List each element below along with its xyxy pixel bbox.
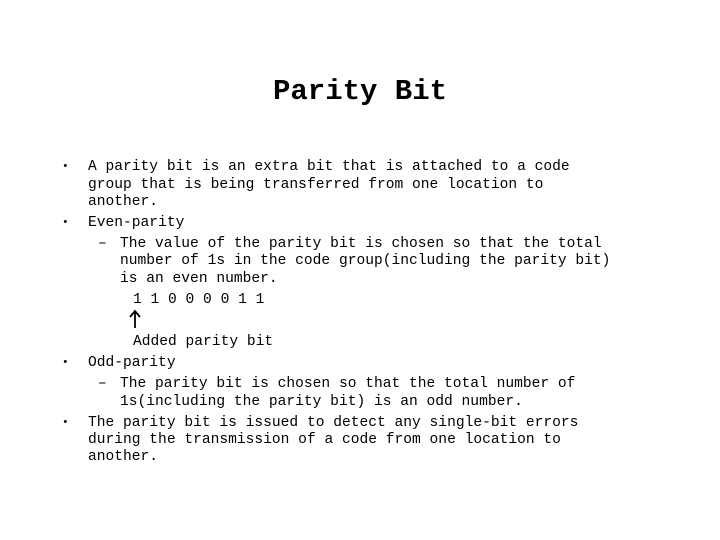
bullet-4-line-1: The parity bit is issued to detect any single-bit errors [88,415,579,431]
bullet-4-line-3: another. [88,449,159,465]
up-arrow-icon [128,309,142,329]
bullet-2-sub-line-1: The value of the parity bit is chosen so that the total [120,236,602,252]
sub-dash-marker: – [98,236,107,252]
bullet-2-sub-line-3: is an even number. [120,271,278,287]
bullet-3-sub-line-1: The parity bit is chosen so that the total number of [120,376,576,392]
bullet-marker: • [62,357,69,369]
bullet-1-line-3: another. [88,194,159,210]
bullet-3-heading: Odd-parity [88,355,176,371]
bullet-marker: • [62,217,69,229]
parity-example-bits: 1 1 0 0 0 0 1 1 [133,292,265,308]
bullet-3-sub-line-2: 1s(including the parity bit) is an odd number. [120,394,523,410]
bullet-1-line-1: A parity bit is an extra bit that is attached to a code [88,159,570,175]
bullet-2-sub-line-2: number of 1s in the code group(including the parity bit) [120,253,611,269]
bullet-marker: • [62,161,69,173]
slide-title: Parity Bit [272,75,448,108]
sub-dash-marker: – [98,376,107,392]
bullet-2-heading: Even-parity [88,215,185,231]
bullet-4-line-2: during the transmission of a code from one location to [88,432,561,448]
bullet-marker: • [62,417,69,429]
added-parity-bit-label: Added parity bit [133,334,274,350]
bullet-1-line-2: group that is being transferred from one location to [88,177,544,193]
